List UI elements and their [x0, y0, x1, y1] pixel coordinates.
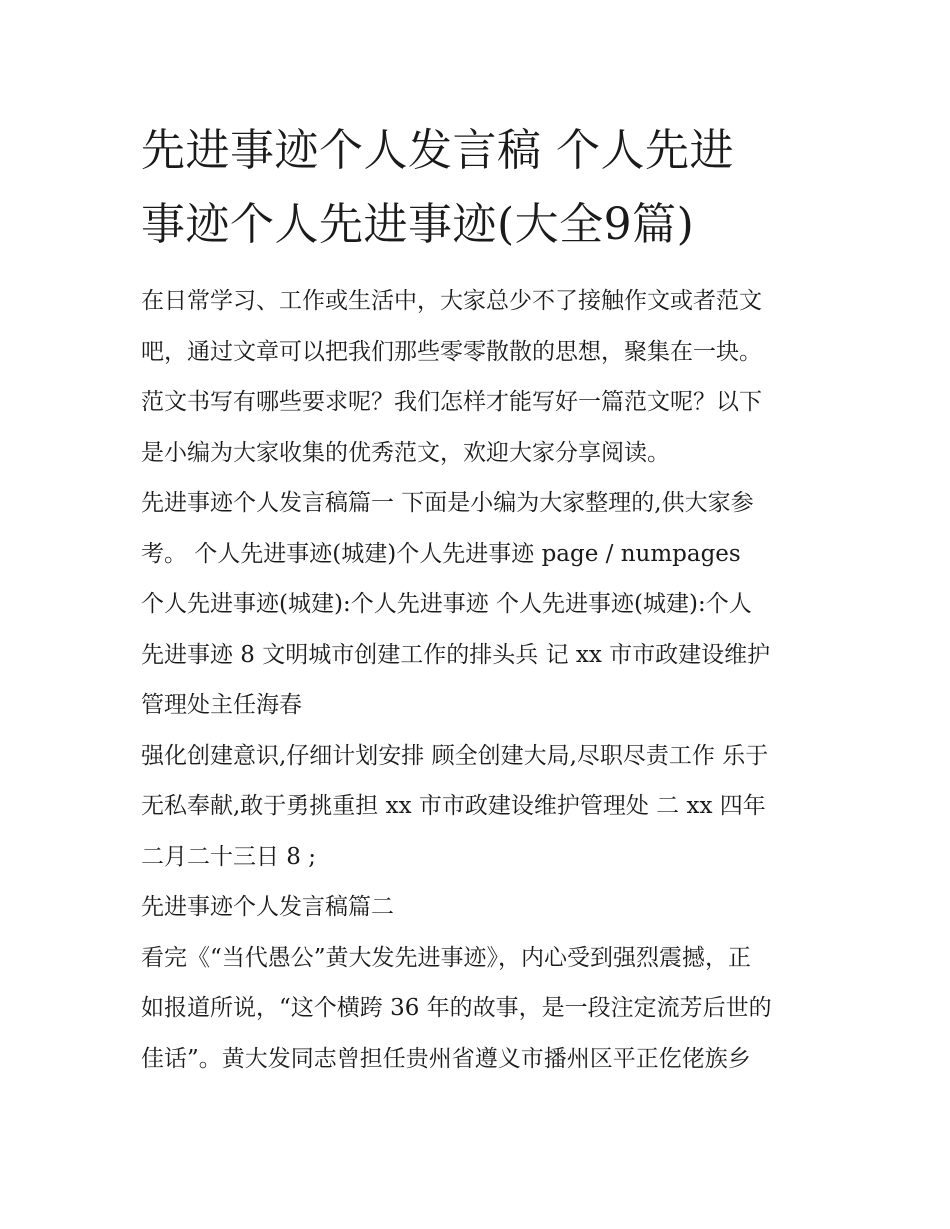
title-line-2: 事迹个人先进事迹(大全9篇) [141, 199, 695, 250]
body-line-4: 是小编为大家收集的优秀范文，欢迎大家分享阅读。 [141, 439, 670, 466]
body-line-9: 管理处主任海春 [141, 692, 302, 718]
document-body [141, 276, 821, 1084]
body-line-6: 考。 个人先进事迹(城建)个人先进事迹 page / numpages [141, 540, 741, 567]
body-line-8: 先进事迹 8 文明城市创建工作的排头兵 记 xx 市市政建设维护 [141, 641, 771, 668]
body-line-5: 先进事迹个人发言稿篇一 下面是小编为大家整理的,供大家参 [141, 490, 754, 516]
body-line-7: 个人先进事迹(城建):个人先进事迹 个人先进事迹(城建):个人 [141, 591, 752, 617]
body-line-14: 看完《“当代愚公”黄大发先进事迹》，内心受到强烈震撼，正 [141, 944, 752, 971]
document-title [141, 114, 821, 262]
body-line-3: 范文书写有哪些要求呢？我们怎样才能写好一篇范文呢？以下 [141, 389, 762, 415]
body-line-16: 佳话”。黄大发同志曾担任贵州省遵义市播州区平正仡佬族乡 [141, 1045, 751, 1072]
body-line-13: 先进事迹个人发言稿篇二 [141, 894, 394, 920]
body-line-12: 二月二十三日 8 ; [141, 843, 317, 870]
body-line-15: 如报道所说，“这个横跨 36 年的故事，是一段注定流芳后世的 [141, 995, 772, 1021]
body-line-1: 在日常学习、工作或生活中，大家总少不了接触作文或者范文 [141, 288, 762, 314]
body-line-2: 吧，通过文章可以把我们那些零零散散的思想，聚集在一块。 [141, 338, 762, 365]
title-line-1: 先进事迹个人发言稿 个人先进 [141, 125, 734, 176]
body-line-11: 无私奉献,敢于勇挑重担 xx 市市政建设维护管理处 二 xx 四年 [141, 793, 766, 819]
body-line-10: 强化创建意识,仔细计划安排 顾全创建大局,尽职尽责工作 乐于 [141, 742, 769, 769]
